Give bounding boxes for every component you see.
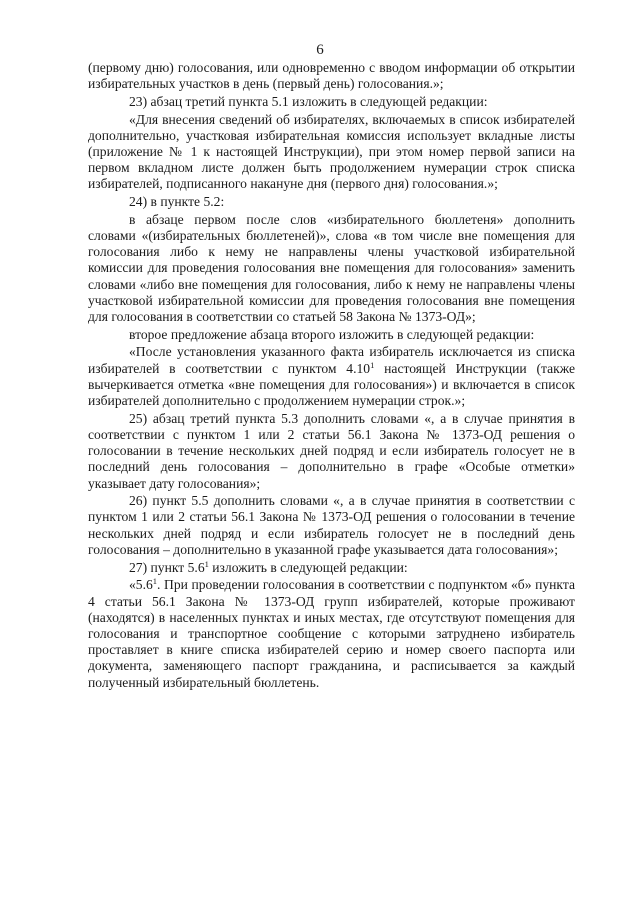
paragraph xyxy=(88,344,575,409)
paragraph-text: настоящей Инструкции (также вычеркивается отметка «вне помещения для голосования») и включается в список избирателей дополнительно с продолжением нумерации строк.»; xyxy=(88,360,575,409)
paragraph xyxy=(88,560,575,576)
paragraph-text: изложить в следующей редакции: xyxy=(208,559,408,575)
page-number: 6 xyxy=(316,42,324,58)
document-body xyxy=(88,60,575,692)
paragraph: «Для внесения сведений об избирателях, включаемых в список избирателей дополнительно, участковая избирательная комиссия использует вкладные листы (приложение № 1 к настоящей Инструкции), при этом номер первой записи на первом вкладном листе должен быть продолжением нумерации строк списка избирателей, подписанного накануне дня (первого дня) голосования.»; xyxy=(88,111,575,192)
paragraph: в абзаце первом после слов «избирательного бюллетеня» дополнить словами «(избирательных бюллетеней)», слова «в том числе вне помещения для голосования либо к нему не направлены члены участковой избирательной комиссии для проведения голосования вне помещения для голосования» заменить словами «либо вне помещения для голосования, либо к нему не направлены члены участковой избирательной комиссии для проведения голосования вне помещения для голосования в соответствии со статьей 58 Закона № 1373-ОД»; xyxy=(88,211,575,325)
superscript: 1 xyxy=(370,359,375,370)
paragraph: второе предложение абзаца второго изложить в следующей редакции: xyxy=(129,326,535,342)
superscript: 1 xyxy=(152,576,158,587)
paragraph: (первому дню) голосования, или одновременно с вводом информации об открытии избирательных участков в день (первый день) голосования.»; xyxy=(88,60,575,92)
paragraph: 24) в пункте 5.2: xyxy=(129,194,225,210)
paragraph-text: 27) пункт 5.6 xyxy=(129,559,205,575)
paragraph: 26) пункт 5.5 дополнить словами «, а в случае принятия в соответствии с пунктом 1 или 2 статьи 56.1 Закона № 1373-ОД решения о голосовании в течение нескольких дней подряд и если избиратель голосует не в последний день голосования – дополнительно в указанной графе указывается дата голосования»; xyxy=(88,493,575,557)
paragraph: 23) абзац третий пункта 5.1 изложить в следующей редакции: xyxy=(129,93,488,109)
paragraph xyxy=(88,577,575,690)
paragraph: 25) абзац третий пункта 5.3 дополнить словами «, а в случае принятия в соответствии с пунктом 1 или 2 статьи 56.1 Закона № 1373-ОД решения о голосовании в течение нескольких дней подряд и если избиратель голосует не в последний день голосования – дополнительно в графе «Особые отметки» указывает дату голосования»; xyxy=(88,410,575,491)
superscript: 1 xyxy=(204,558,209,569)
paragraph-text: «5.6 xyxy=(129,577,153,593)
paragraph-text: «После установления указанного факта избиратель исключается из списка избирателей в соответствии с пунктом 4.10 xyxy=(88,344,575,376)
paragraph-text: . При проведении голосования в соответствии с подпунктом «б» пункта 4 статьи 56.1 Закона № 1373-ОД групп избирателей, которые проживают (находятся) в населенных пунктах и иных местах, где отсутствуют помещения для голосования и транспортное сообщение с которыми затруднено избиратель проставляет в книге списка избирателей серию и номер своего паспорта или документа, заменяющего паспорт гражданина, и расписывается за каждый полученный избирательный бюллетень. xyxy=(88,577,575,690)
